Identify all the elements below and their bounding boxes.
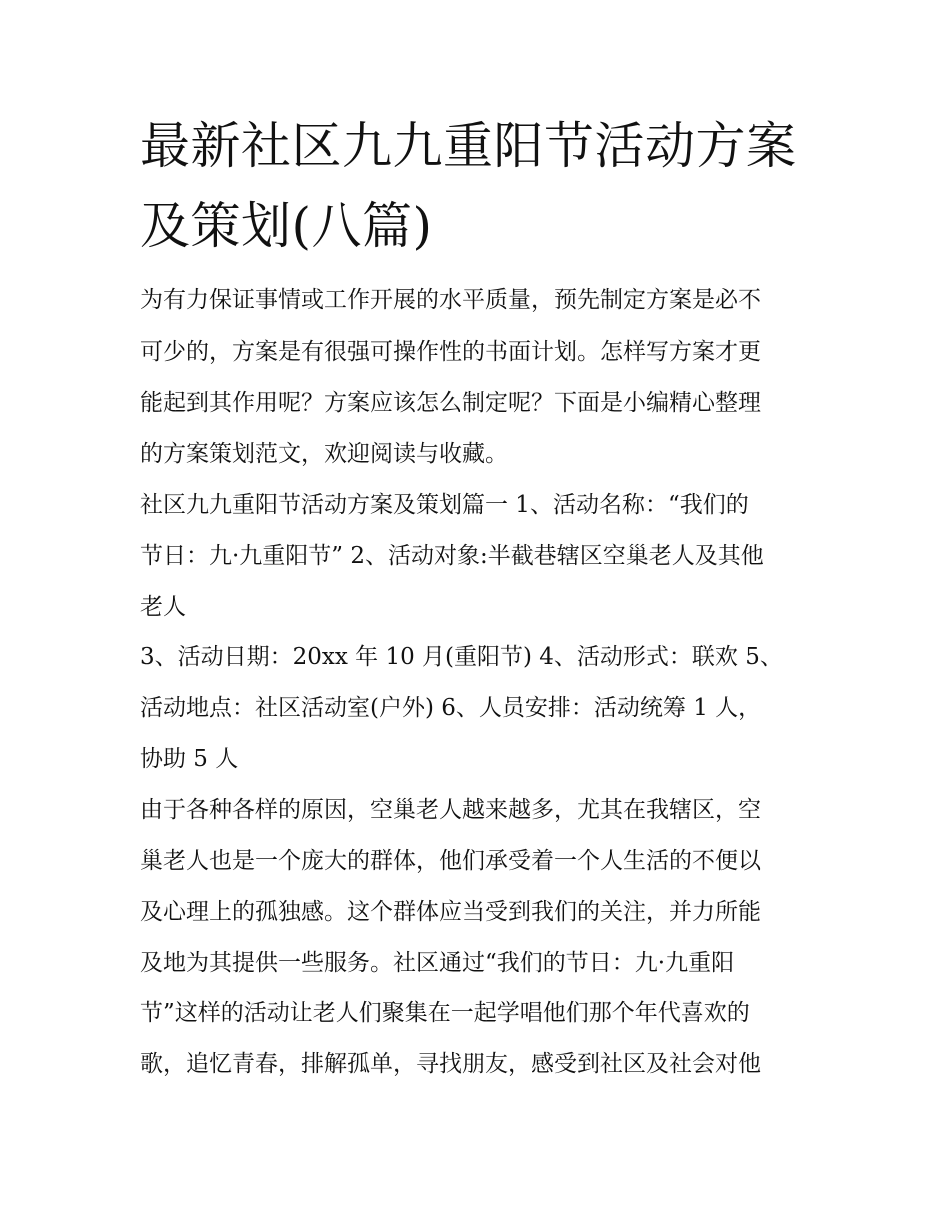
body-line: 巢老人也是一个庞大的群体，他们承受着一个人生活的不便以 xyxy=(140,848,761,874)
body-line: 由于各种各样的原因，空巢老人越来越多，尤其在我辖区，空 xyxy=(140,797,761,823)
body-line: 及地为其提供一些服务。社区通过“我们的节日：九·九重阳 xyxy=(140,950,735,976)
body-line: 可少的，方案是有很强可操作性的书面计划。怎样写方案才更 xyxy=(140,339,761,365)
body-line: 社区九九重阳节活动方案及策划篇一 1、活动名称：“我们的 xyxy=(140,492,749,518)
title-line-2: 及策划(八篇) xyxy=(140,197,433,255)
body-line: 的方案策划范文，欢迎阅读与收藏。 xyxy=(140,441,508,467)
body-line: 能起到其作用呢？方案应该怎么制定呢？下面是小编精心整理 xyxy=(140,390,761,416)
body-line: 歌，追忆青春，排解孤单，寻找朋友，感受到社区及社会对他 xyxy=(140,1051,761,1077)
body-line: 为有力保证事情或工作开展的水平质量，预先制定方案是必不 xyxy=(140,287,761,313)
body-line: 节”这样的活动让老人们聚集在一起学唱他们那个年代喜欢的 xyxy=(140,1000,750,1026)
body-line: 3、活动日期：20xx 年 10 月(重阳节) 4、活动形式：联欢 5、 xyxy=(140,644,783,670)
title-line-1: 最新社区九九重阳节活动方案 xyxy=(140,117,797,175)
body-line: 老人 xyxy=(140,594,186,620)
body-line: 节日：九·九重阳节” 2、活动对象:半截巷辖区空巢老人及其他 xyxy=(140,543,764,569)
body-line: 及心理上的孤独感。这个群体应当受到我们的关注，并力所能 xyxy=(140,899,761,925)
body-line: 协助 5 人 xyxy=(140,746,239,772)
body-line: 活动地点：社区活动室(户外) 6、人员安排：活动统筹 1 人， xyxy=(140,695,762,721)
